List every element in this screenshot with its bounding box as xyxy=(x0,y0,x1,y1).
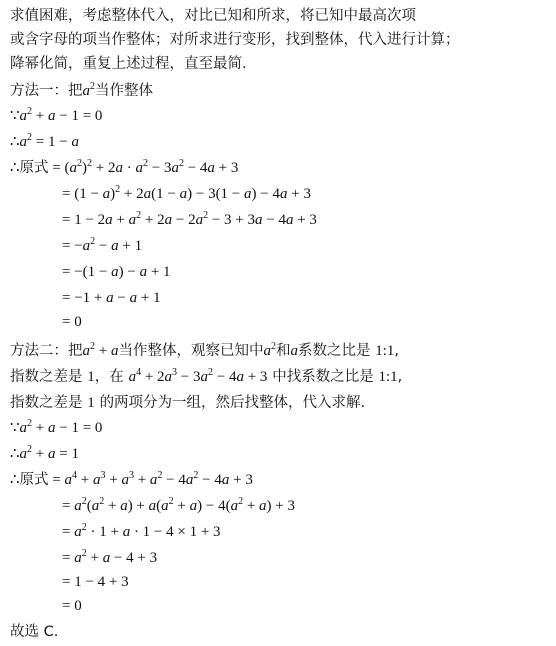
conclusion: 故选 C. xyxy=(10,624,59,640)
intro-line-3: 降幂化简，重复上述过程，直至最简. xyxy=(10,56,247,72)
intro-line-2: 或含字母的项当作整体；对所求进行变形，找到整体，代入进行计算； xyxy=(10,32,460,48)
m1-step-2: = $1 - 2a + a^2 + 2a - 2a^2 - 3 + 3a - 4a + 3$ xyxy=(62,210,317,228)
m2-derived: $\therefore a^2 + a = 1$ xyxy=(10,444,79,462)
m1-step-0: ∴原式 = $(a^2)^2 + 2a \cdot a^2 - 3a^2 - 4a + 3$ xyxy=(10,158,239,176)
m2-step-1: = $a^2(a^2 + a) + a(a^2 + a) - 4(a^2 + a) + 3$ xyxy=(62,496,296,514)
m2-step-5: = 0 xyxy=(62,598,82,614)
m1-step-4: = −(1 − a) − a + 1 xyxy=(62,264,171,280)
method2-line2: 指数之差是 1，在 $a^4 + 2a^3 - 3a^2 - 4a + 3$ 中找系数之比是 1:1, xyxy=(10,367,403,385)
m1-step-3: = $-a^2 - a + 1$ xyxy=(62,236,143,254)
method2-line3: 指数之差是 1 的两项分为一组，然后找整体，代入求解. xyxy=(10,395,366,411)
m2-step-3: = $a^2 + a - 4 + 3$ xyxy=(62,548,158,566)
m1-given: $\because a^2 + a - 1 = 0$ xyxy=(10,106,103,124)
m1-derived: $\therefore a^2 = 1 - a$ xyxy=(10,132,79,150)
intro-line-1: 求值困难，考虑整体代入，对比已知和所求，将已知中最高次项 xyxy=(10,8,416,24)
m2-step-0: ∴原式 = $a^4 + a^3 + a^3 + a^2 - 4a^2 - 4a + 3$ xyxy=(10,470,253,488)
m2-given: $\because a^2 + a - 1 = 0$ xyxy=(10,418,103,436)
m2-step-4: = 1 − 4 + 3 xyxy=(62,574,129,590)
method1-title: 方法一：把$a^2$当作整体 xyxy=(10,81,153,99)
m1-step-1: = $(1 - a)^2 + 2a(1 - a) - 3(1 - a) - 4a + 3$ xyxy=(62,184,311,202)
m1-step-5: = −1 + a − a + 1 xyxy=(62,290,161,306)
m1-step-6: = 0 xyxy=(62,314,82,330)
m2-step-2: = $a^2 \cdot 1 + a \cdot 1 - 4 \times 1 + 3$ xyxy=(62,522,221,540)
method2-title: 方法二：把$a^2 + a$当作整体，观察已知中$a^2$和a系数之比是 1:1, xyxy=(10,341,400,359)
